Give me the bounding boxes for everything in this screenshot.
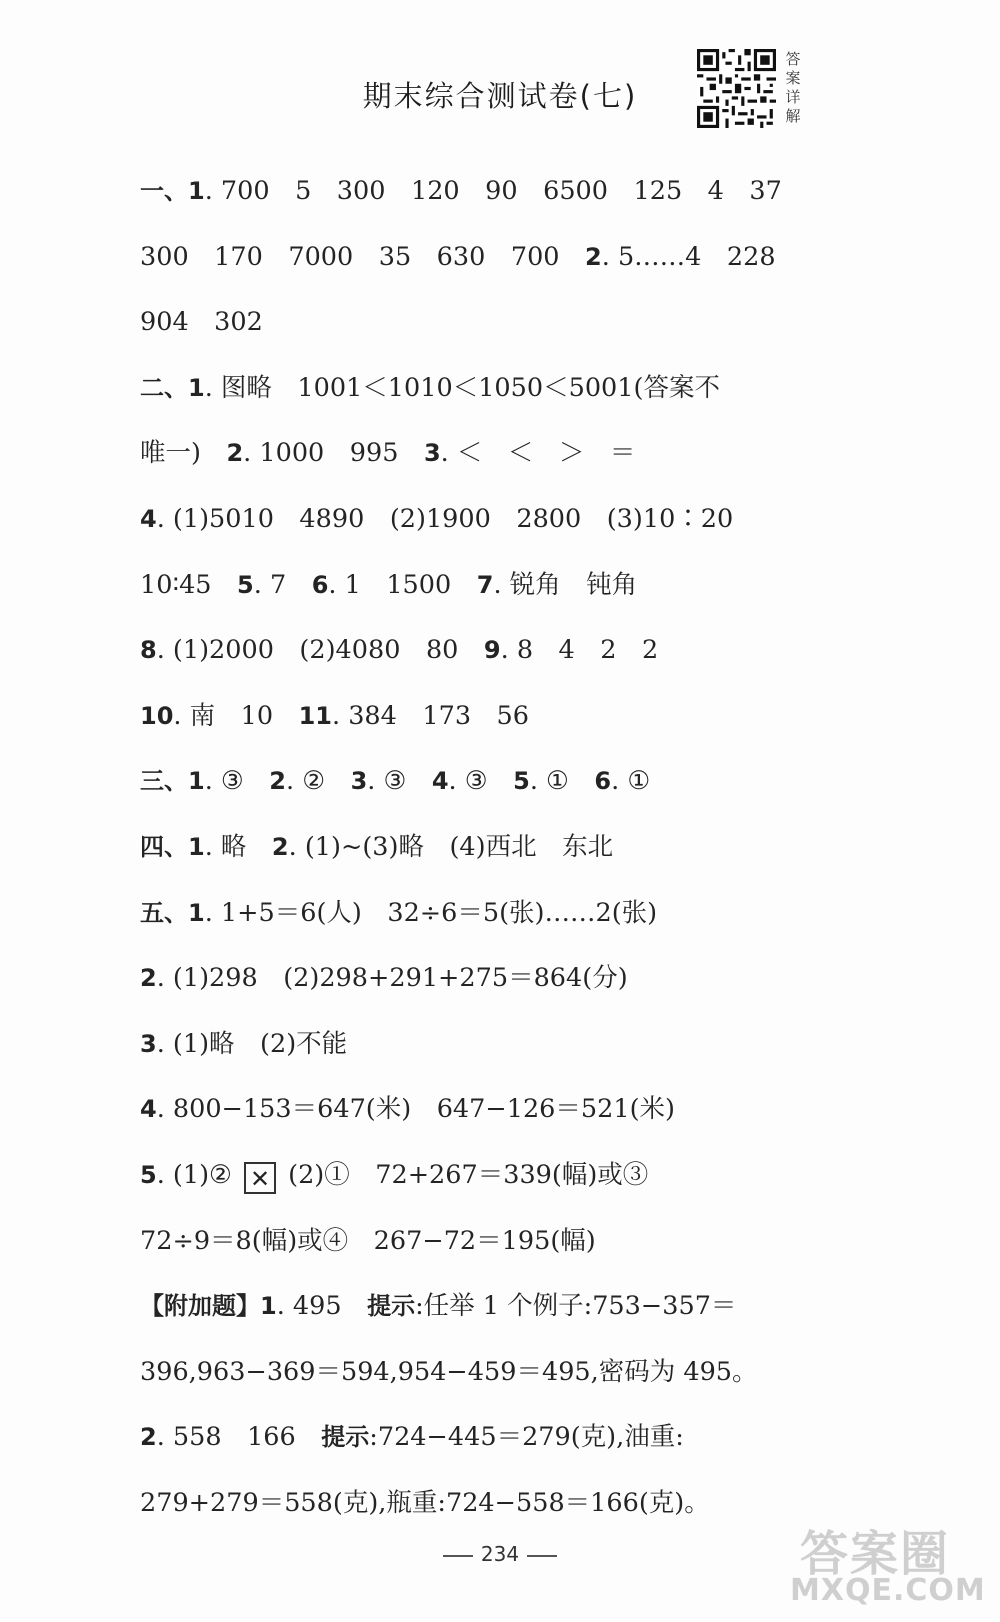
question-number: 2 [269, 767, 286, 796]
answer-line [140, 701, 860, 767]
answer-text: . ＜ ＜ ＞ ＝ [440, 438, 636, 469]
answer-text: . 1000 995 [243, 438, 424, 469]
answer-text: . ② [285, 766, 351, 797]
answer-text: . 图略 1001＜1010＜1050＜5001(答案不 [204, 372, 720, 403]
answer-line [140, 832, 860, 898]
question-number: 【附加题】1 [140, 1292, 277, 1321]
answer-text: . 略 [204, 831, 272, 862]
answer-text: 279+279＝558(克),瓶重:724−558＝166(克)。 [140, 1487, 710, 1518]
boxed-answer: ✕ [244, 1162, 276, 1194]
answer-line [140, 1357, 860, 1423]
question-number: 6 [594, 767, 612, 796]
answer-text: . 384 173 56 [331, 700, 529, 731]
qr-caption-char: 答 [785, 50, 801, 68]
question-number: 3 [423, 439, 441, 468]
question-number: 4 [140, 1095, 157, 1124]
watermark-url: MXQE.COM [790, 1573, 986, 1608]
question-number: 5 [513, 767, 530, 796]
answer-line [140, 438, 860, 504]
answer-text: 唯一) [140, 438, 227, 469]
answer-line [140, 898, 860, 964]
question-number: 2 [585, 242, 602, 271]
answer-line [140, 504, 860, 570]
question-number: 4 [140, 504, 157, 533]
question-number: 6 [311, 570, 329, 599]
answer-text: . (1)~(3)略 (4)西北 东北 [288, 831, 614, 862]
answer-text: . ① [611, 766, 651, 797]
answer-text: 10∶45 [140, 569, 238, 600]
answer-line [140, 242, 860, 308]
page-title [0, 74, 1000, 115]
question-number: 8 [140, 636, 157, 665]
answer-text: . (1)② [156, 1159, 241, 1190]
answer-text: :724−445＝279(克),油重: [369, 1422, 684, 1453]
answer-text: (2)① 72+267＝339(幅)或③ [280, 1159, 649, 1190]
question-number: 7 [476, 570, 494, 599]
answer-text: . 南 10 [173, 700, 299, 731]
question-number: 4 [431, 767, 449, 796]
answer-text: . ③ [367, 766, 432, 797]
answer-text: . ③ [204, 766, 270, 797]
question-number: 3 [140, 1029, 157, 1058]
question-number: 提示 [321, 1423, 370, 1452]
qr-code-icon[interactable] [697, 49, 776, 128]
qr-caption-char: 解 [785, 107, 801, 125]
page-title-text: 期末综合测试卷(七) [362, 79, 638, 113]
question-number: 三、1 [140, 767, 205, 796]
answer-line [140, 1226, 860, 1292]
answer-line [140, 1422, 860, 1488]
answer-text: . 7 [253, 569, 312, 600]
question-number: 3 [350, 767, 368, 796]
answer-text: . 495 [276, 1291, 368, 1322]
answer-text: . (1)2000 (2)4080 80 [156, 635, 484, 666]
question-number: 提示 [367, 1292, 416, 1321]
answer-text: . ③ [448, 766, 514, 797]
question-number: 2 [226, 439, 244, 468]
question-number: 10 [140, 701, 174, 730]
page-number-dash [443, 1555, 473, 1557]
answer-text: 72÷9＝8(幅)或④ 267−72＝195(幅) [140, 1225, 596, 1256]
answer-text: . 700 5 300 120 90 6500 125 4 37 [204, 176, 782, 206]
answer-text: . 1+5＝6(人) 32÷6＝5(张)……2(张) [204, 897, 658, 928]
question-number: 5 [237, 570, 254, 599]
answer-line [140, 766, 860, 832]
answer-line [140, 1094, 860, 1160]
question-number: 二、1 [140, 373, 205, 402]
question-number: 五、1 [140, 898, 205, 927]
answer-line [140, 1029, 860, 1095]
watermark-logo [770, 1515, 990, 1615]
question-number: 四、1 [140, 832, 205, 861]
answer-line [140, 635, 860, 701]
question-number: 2 [140, 964, 157, 993]
qr-caption-char: 详 [785, 88, 801, 106]
answer-text: . 800−153＝647(米) 647−126＝521(米) [156, 1094, 675, 1125]
answer-text: 300 170 7000 35 630 700 [140, 241, 586, 272]
watermark-logo-text: 答案圈 [800, 1526, 951, 1582]
answer-text: . ① [529, 766, 595, 797]
answer-text: . 5……4 228 [601, 241, 776, 272]
answer-text: . 8 4 2 2 [500, 635, 659, 666]
answer-line [140, 1160, 860, 1226]
answer-text: . 558 166 [156, 1422, 322, 1453]
answer-line [140, 176, 860, 242]
answer-text: 396,963−369＝594,954−459＝495,密码为 495。 [140, 1356, 758, 1387]
answer-line [140, 307, 860, 373]
answer-text: . (1)5010 4890 (2)1900 2800 (3)10∶20 [156, 503, 734, 534]
qr-caption-char: 案 [785, 69, 801, 87]
answer-line [140, 1291, 860, 1357]
question-number: 一、1 [140, 177, 205, 205]
answer-text: . 1 1500 [328, 569, 477, 600]
answer-line [140, 373, 860, 439]
answer-line [140, 963, 860, 1029]
question-number: 9 [483, 636, 501, 665]
answer-text: :任举 1 个例子:753−357＝ [415, 1291, 737, 1322]
answer-lines [140, 176, 860, 1553]
question-number: 11 [298, 701, 332, 730]
answer-text: . 锐角 钝角 [493, 569, 638, 600]
answer-text: . (1)298 (2)298+291+275＝864(分) [156, 963, 628, 994]
question-number: 2 [140, 1423, 157, 1452]
answer-text: 904 302 [140, 307, 263, 338]
page-number-text: 234 [480, 1542, 520, 1566]
answer-line [140, 570, 860, 636]
page-number-dash [527, 1555, 557, 1557]
answer-text: . (1)略 (2)不能 [156, 1028, 348, 1059]
question-number: 2 [271, 832, 289, 861]
qr-caption [784, 50, 802, 126]
question-number: 5 [140, 1160, 157, 1189]
